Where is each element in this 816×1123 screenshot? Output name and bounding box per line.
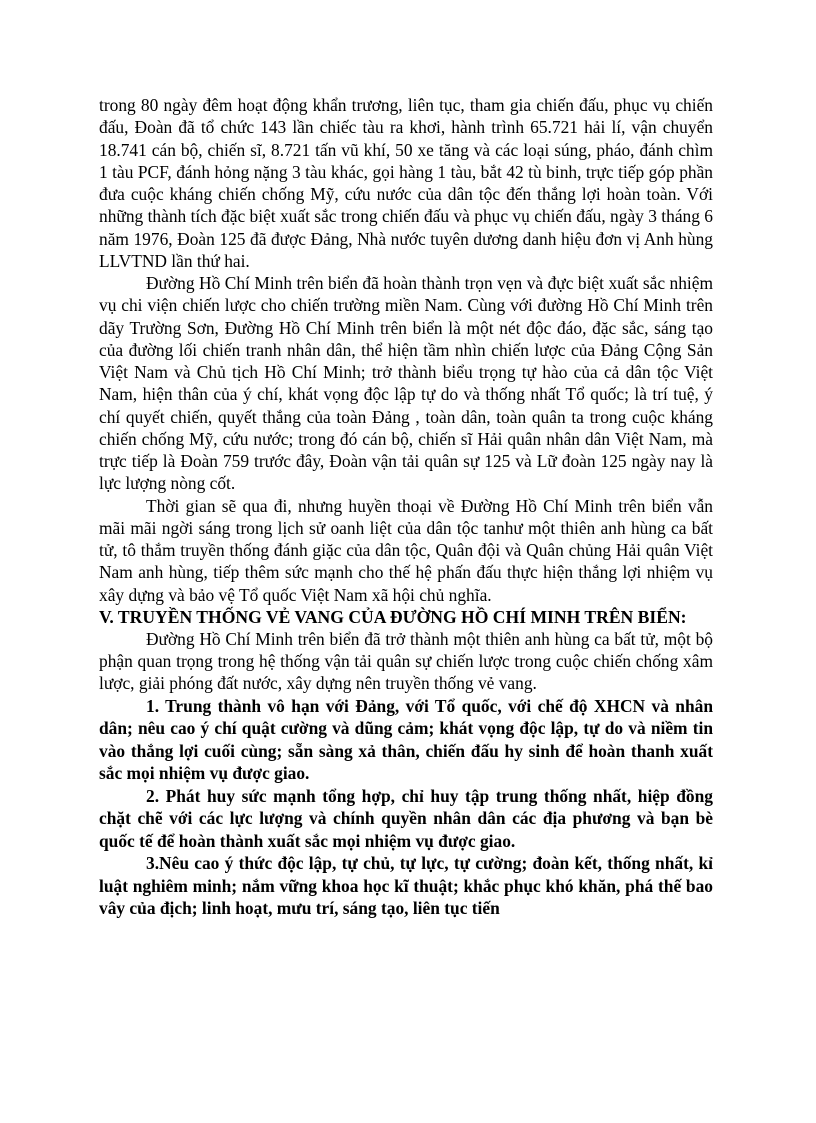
section-heading: V. TRUYỀN THỐNG VẺ VANG CỦA ĐƯỜNG HỒ CHÍ MINH TRÊN BIỂN: — [99, 606, 687, 627]
paragraph-3: Thời gian sẽ qua đi, nhưng huyền thoại về Đường Hồ Chí Minh trên biển vẫn mãi mãi ngời sáng trong lịch sử oanh liệt của dân tộc tanhư một thiên anh hùng ca bất tử, tô thắm truyền thống đánh giặc của dân tộc, Quân đội và Quân chủng Hải quân Việt Nam anh hùng, tiếp thêm sức mạnh cho thế hệ phấn đấu thực hiện thắng lợi nhiệm vụ xây dựng và bảo vệ Tổ quốc Việt Nam xã hội chủ nghĩa. — [99, 495, 713, 605]
paragraph-2: Đường Hồ Chí Minh trên biển đã hoàn thành trọn vẹn và đực biệt xuất sắc nhiệm vụ chi viện chiến lược cho chiến trường miền Nam. Cùng với đường Hồ Chí Minh trên dãy Trường Sơn, Đường Hồ Chí Minh trên biển là một nét độc đáo, đặc sắc, sáng tạo của đường lối chiến tranh nhân dân, thể hiện tầm nhìn chiến lược của Đảng Cộng Sản Việt Nam và Chủ tịch Hồ Chí Minh; trở thành biểu trọng tự hào của cả dân tộc Việt Nam, hiện thân của ý chí, khát vọng độc lập tự do và thống nhất Tổ quốc; là trí tuệ, ý chí quyết chiến, quyết thắng của toàn Đảng , toàn dân, toàn quân ta trong cuộc kháng chiến chống Mỹ, cứu nước; trong đó cán bộ, chiến sĩ Hải quân nhân dân Việt Nam, mà trực tiếp là Đoàn 759 trước đây, Đoàn vận tải quân sự 125 và Lữ đoàn 125 ngày nay là lực lượng nòng cốt. — [99, 273, 713, 494]
paragraph-1: trong 80 ngày đêm hoạt động khẩn trương, liên tục, tham gia chiến đấu, phục vụ chiến đấu, Đoàn đã tổ chức 143 lần chiếc tàu ra khơi, hành trình 65.721 hải lí, vận chuyển 18.741 cán bộ, chiến sĩ, 8.721 tấn vũ khí, 50 xe tăng và các loại súng, pháo, đánh chìm 1 tàu PCF, đánh hỏng nặng 3 tàu khác, gọi hàng 1 tàu, bắt 42 tù binh, trực tiếp góp phần đưa cuộc kháng chiến chống Mỹ, cứu nước của dân tộc đến thắng lợi hoàn toàn. Với những thành tích đặc biệt xuất sắc trong chiến đấu và phục vụ chiến đấu, ngày 3 tháng 6 năm 1976, Đoàn 125 đã được Đảng, Nhà nước tuyên dương danh hiệu đơn vị Anh hùng LLVTND lần thứ hai. — [99, 95, 713, 271]
paragraph-4: Đường Hồ Chí Minh trên biển đã trở thành một thiên anh hùng ca bất tử, một bộ phận quan trọng trong hệ thống vận tải quân sự chiến lược trong cuộc chiến chống xâm lược, giải phóng đất nước, xây dựng nên truyền thống vẻ vang. — [99, 628, 713, 694]
document-page — [99, 94, 713, 920]
tradition-item-3: 3.Nêu cao ý thức độc lập, tự chủ, tự lực, tự cường; đoàn kết, thống nhất, kỉ luật nghiêm minh; nắm vững khoa học kĩ thuật; khắc phục khó khăn, phá thế bao vây của địch; linh hoạt, mưu trí, sáng tạo, liên tục tiến — [99, 853, 713, 918]
tradition-item-1: 1. Trung thành vô hạn với Đảng, với Tổ quốc, với chế độ XHCN và nhân dân; nêu cao ý chí quật cường và dũng cảm; khát vọng độc lập, tự do và niềm tin vào thắng lợi cuối cùng; sẵn sàng xả thân, chiến đấu hy sinh để hoàn thanh xuất sắc mọi nhiệm vụ được giao. — [99, 695, 713, 783]
tradition-item-2: 2. Phát huy sức mạnh tổng hợp, chỉ huy tập trung thống nhất, hiệp đồng chặt chẽ với các lực lượng và chính quyền nhân dân các địa phương và bạn bè quốc tế để hoàn thành xuất sắc mọi nhiệm vụ được giao. — [99, 785, 713, 851]
